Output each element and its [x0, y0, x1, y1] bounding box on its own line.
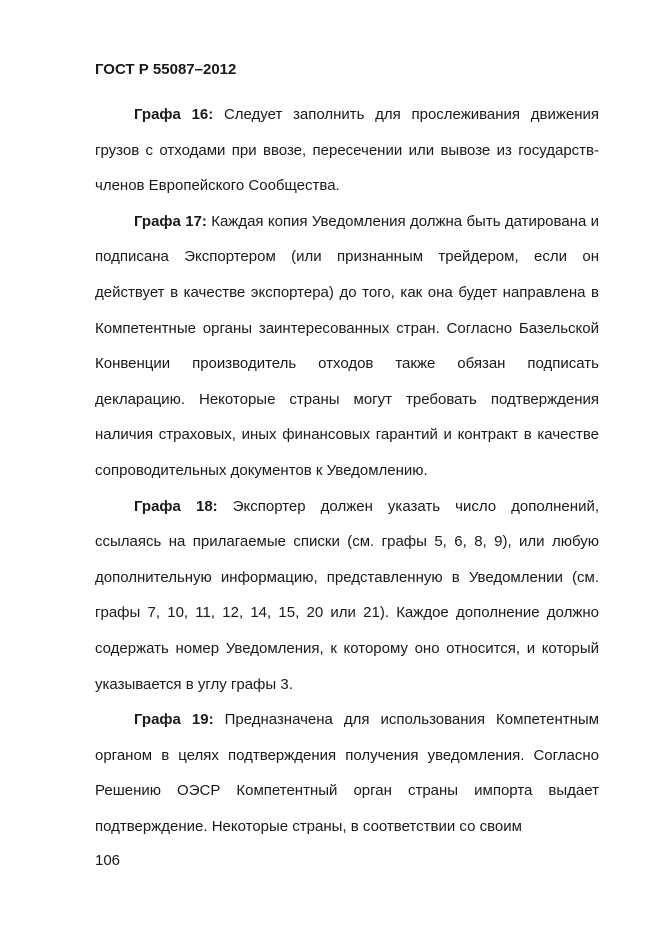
- document-body: [95, 97, 599, 844]
- field-text: Каждая копия Уведомления должна быть датирована и подписана Экспортером (или признанным трейдером, если он действует в качестве экспортера) до того, как она будет направлена в Компетентные органы заинтересованных стран. Согласно Базельской Конвенции производитель отходов также обязан подписать декларацию. Некоторые страны могут требовать подтверждения наличия страховых, иных финансовых гарантий и контракт в качестве сопроводительных документов к Уведомлению.: [95, 212, 599, 479]
- field-text: Предназначена для использования Компетентным органом в целях подтверждения получения уведомления. Согласно Решению ОЭСР Компетентный орган страны импорта выдает подтверждение. Некоторые страны, в соответствии со своим: [95, 711, 599, 835]
- paragraph-field-19: [95, 702, 599, 844]
- paragraph-field-17: [95, 204, 599, 489]
- field-text: Экспортер должен указать число дополнений, ссылаясь на прилагаемые списки (см. графы 5, 6, 8, 9), или любую дополнительную информацию, представленную в Уведомлении (см. графы 7, 10, 11, 12, 14, 15, 20 или 21). Каждое дополнение должно содержать номер Уведомления, к которому оно относится, и который указывается в углу графы 3.: [95, 497, 599, 693]
- field-text: Следует заполнить для прослеживания движения грузов с отходами при ввозе, пересечении или вывозе из государств-членов Европейского Сообщества.: [95, 106, 599, 195]
- page-number: 106: [95, 852, 121, 869]
- paragraph-field-18: [95, 489, 599, 703]
- paragraph-field-16: [95, 97, 599, 204]
- standard-header: ГОСТ Р 55087–2012: [95, 61, 237, 78]
- field-label: Графа 19:: [134, 711, 214, 729]
- field-label: Графа 18:: [134, 497, 218, 515]
- field-label: Графа 17:: [134, 212, 207, 230]
- field-label: Графа 16:: [134, 106, 214, 123]
